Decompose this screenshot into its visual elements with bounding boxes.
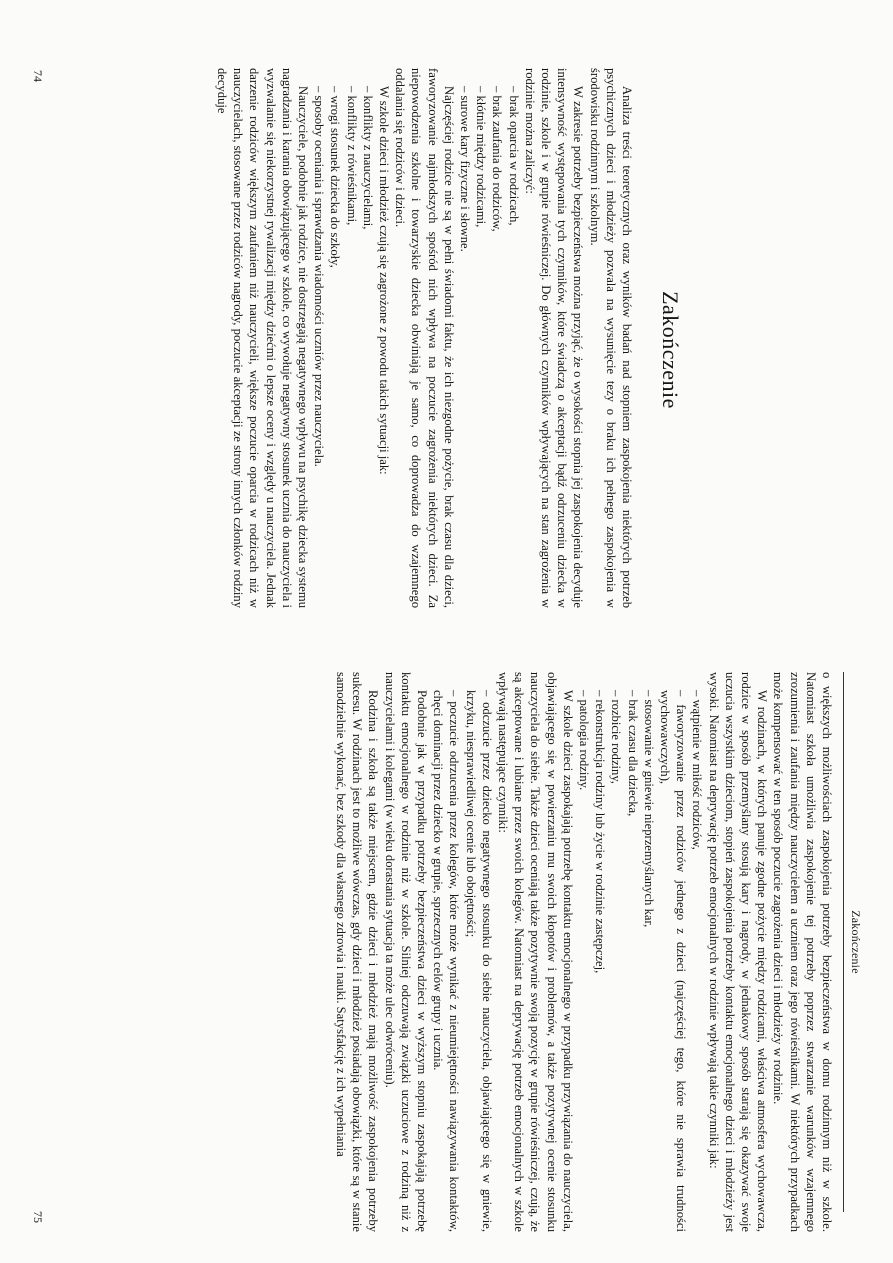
page-number: 75 <box>31 1211 45 1223</box>
list-item: – wrogi stosunek dziecka do szkoły, <box>327 86 343 608</box>
paragraph: W szkole dzieci zaspokajają potrzebę kontaktu emocjonalnego w przypadku przywiązania do nauczyciela, objawiającego się w powierzaniu mu swoich kłopotów i problemów, a także pozytywnej ocenie stosunku nauczyciela do siebie. Także dzieci oceniają także pozytywnie swoją pozycję w grupie rówieśniczej, czują, że są akceptowane i lubiane przez swoich kolegów. Natomiast na deprywację potrzeb emocjonalnych w szkole wpływają następujące czynniki: <box>495 672 575 1232</box>
list-item: – brak oparcia w rodzicach, <box>505 86 521 608</box>
list <box>576 672 706 1232</box>
list-item: – stosowanie w gniewie nieprzemyślanych kar, <box>641 690 657 1232</box>
list-item: – poczucie odrzucenia przez kolegów, które może wynikać z nieumiejętności nawiązywania kontaktów, chęci dominacji przez dziecko w grupie, sprzecznych celów grupy i ucznia. <box>430 690 462 1232</box>
list-item: – wątpienie w miłość rodziców, <box>689 690 705 1232</box>
paragraph: Najczęściej rodzice nie są w pełni świadomi faktu, że ich niezgodne pożycie, brak czasu dla dzieci, faworyzowanie najmłodszych spośród nich wpływa na poczucie zagrożenia niektórych dzieci. Za niepowodzenia szkolne i towarzyskie dziecka obwiniają je samo, co doprowadza do wzajemnego oddalania się rodziców i dzieci. <box>393 68 456 608</box>
paragraph: o większych możliwościach zaspokojenia potrzeby bezpieczeństwa w domu rodzinnym niż w szkole. Natomiast szkoła umożliwia zaspokojenie tej potrzeby poprzez stwarzanie warunków wzajemnego zrozumienia i zaufania między nauczycielem a uczniem oraz jego rówieśnikami. W niektórych przypadkach może kompensować w ten sposób poczucie zagrożenia dzieci i młodzieży w rodzinie. <box>771 672 834 1232</box>
list-item: – kłótnie między rodzicami, <box>473 86 489 608</box>
paragraph: W zakresie potrzeby bezpieczeństwa można przyjąć, że o wysokości stopnia jej zaspokojenia decyduje intensywność występowania tych czynników, które świadczą o akceptacji bądź odrzuceniu dziecka w rodzinie, szkole i w grupie rówieśniczej. Do głównych czynników wpływających na stan zagrożenia w rodzinie można zaliczyć: <box>522 68 586 608</box>
right-page <box>0 632 893 1263</box>
list-item: – konflikty z rówieśnikami, <box>343 86 359 608</box>
list-item: – patologia rodziny. <box>576 690 592 1232</box>
list-item: – surowe kary fizyczne i słowne. <box>457 86 473 608</box>
list <box>430 672 495 1232</box>
list <box>457 68 522 608</box>
paragraph: W szkole dzieci i młodzież czują się zagrożone z powodu takich sytuacji jak: <box>376 86 391 475</box>
list-item: – faworyzowanie przez rodziców jednego z dzieci (najczęściej tego, które nie sprawia trudności wychowawczych), <box>657 690 689 1232</box>
paragraph: Podobnie jak w przypadku potrzeby bezpieczeństwa dzieci w wyższym stopniu zaspokajają potrzebę kontaktu emocjonalnego w rodzinie niż w szkole. Silniej odczuwają związki uczuciowe z rodziną niż z nauczycielami i kolegami (w wieku dorastania sytuacja ta może ulec odwróceniu). <box>382 672 429 1232</box>
list-item: – brak czasu dla dziecka, <box>624 690 640 1232</box>
list <box>311 68 376 608</box>
paragraph: W rodzinach, w których panuje zgodne pożycie między rodzicami, właściwa atmosfera wychowawcza, rodzice w sposób przemyślany stosują kary i nagrody, w jednakowy sposób starają się okazywać swoje uczucia wszystkim dzieciom, stopień zaspokojenia potrzeby kontaktu emocjonalnego dzieci i młodzieży jest wysoki. Natomiast na deprywację potrzeb emocjonalnych w rodzinie wpływają takie czynniki jak: <box>706 672 770 1232</box>
left-page-text <box>214 68 635 608</box>
list-item: – rozbicie rodziny, <box>608 690 624 1232</box>
paragraph: Analiza treści teoretycznych oraz wyników badań nad stopniem zaspokojenia niektórych potrzeb psychicznych dzieci i młodzieży pozwala na wysunięcie tezy o braku ich pełnego zaspokojenia w środowisku rodzinnym i szkolnym. <box>587 68 634 608</box>
paragraph: Rodzina i szkoła są także miejscem, gdzie dzieci i młodzież mają możliwość zaspokojenia potrzeby sukcesu. W rodzinach jest to możliwe wówczas, gdy dzieci i młodzież posiadają obowiązki, które są w stanie samodzielnie wykonać, bez szkody dla własnego zdrowia i nauki. Satysfakcję z ich wypełniania <box>333 672 381 1232</box>
list-item: – odczucie przez dziecko negatywnego stosunku do siebie nauczyciela, objawiającego się w gniewie, krzyku, niesprawiedliwej ocenie lub obojętności; <box>462 690 494 1232</box>
list-item: – rekonstrukcja rodziny lub życie w rodzinie zastępczej, <box>592 690 608 1232</box>
list-item: – sposoby oceniania i sprawdzania wiadomości uczniów przez nauczyciela. <box>311 86 327 608</box>
page-number: 74 <box>31 70 45 82</box>
list-item: – konflikty z nauczycielami, <box>360 86 376 608</box>
chapter-title: Zakończenie <box>658 291 683 409</box>
list-item: – brak zaufania do rodziców, <box>489 86 505 608</box>
running-head: Zakończenie <box>843 672 863 1212</box>
paragraph: Nauczyciele, podobnie jak rodzice, nie dostrzegają negatywnego wpływu na psychikę dziecka systemu nagradzania i karania obowiązującego w szkole, co wywołuje negatywny stosunek ucznia do nauczyciela i wyzwalanie się niekorzystnej rywalizacji między dziećmi o lepsze oceny i względy u nauczyciela. Jednak darzenie rodziców większym zaufaniem niż nauczycieli, większe poczucie oparcia w rodzicach niż w nauczycielach, stosowane przez rodziców nagrody, poczucie akceptacji ze strony innych członków rodziny decyduje <box>214 68 310 608</box>
right-page-text <box>333 672 835 1232</box>
